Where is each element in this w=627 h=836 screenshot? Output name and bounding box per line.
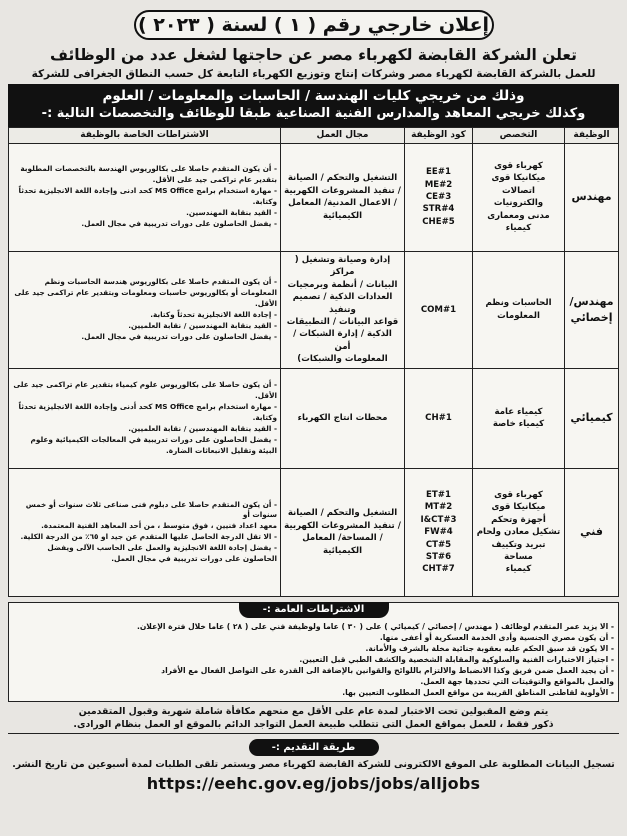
requirements-cell-line: - يفضل الحاصلون على دورات تدريبية في المعالجات الكيميائية وعلوم bbox=[30, 434, 277, 444]
header-code: كود الوظيفة bbox=[405, 127, 473, 143]
job-code-cell-line: STR#4 bbox=[422, 204, 455, 215]
job-code-cell-line: COM#1 bbox=[420, 304, 457, 315]
specialty-cell-line: ميكانيكا قوى bbox=[491, 502, 546, 513]
work-field-cell-line: / تنفيذ المشروعات الكهربية bbox=[284, 185, 401, 196]
job-code-cell-line: EE#1 bbox=[426, 167, 451, 178]
requirements-cell-line: - يفضل الحاصلون على دورات تدريبية في مجال العمل. bbox=[81, 219, 277, 229]
announcement-title: إعلان خارجي رقم ( ١ ) لسنة ( ٢٠٢٣ ) bbox=[134, 10, 494, 40]
apply-title: طريقة التقديم :- bbox=[249, 739, 379, 756]
specialty-cell-line: أجهزة وتحكم bbox=[491, 514, 546, 525]
table-row bbox=[9, 468, 619, 596]
requirements-cell-line: - يفضل الحاصلون على دورات تدريبية في مجال العمل. bbox=[81, 331, 277, 341]
requirements-cell-line: - مهارة استخدام برامج MS Office كحد ادنى وإجادة اللغة الانجليزية تحدثاً وكتابة. bbox=[18, 186, 277, 207]
header-requirements: الاشتراطات الخاصة بالوظيفة bbox=[9, 127, 281, 143]
conditions-title: الاشتراطات العامة :- bbox=[239, 602, 389, 618]
conditions-list bbox=[13, 621, 614, 698]
job-title-cell: مهندس bbox=[565, 143, 619, 251]
specialty-cell bbox=[473, 368, 565, 468]
requirements-cell-line: - مهارة استخدام برامج MS Office كحد أدنى وإجادة اللغة الانجليزية تحدثاً وكتابة. bbox=[18, 401, 277, 422]
requirements-cell-line: البيئة وتقليل الانبعاثات الضارة. bbox=[166, 445, 277, 455]
condition-item: - الا يكون قد سبق الحكم عليه بعقوبة جنائية مخلة بالشرف والأمانة. bbox=[365, 643, 614, 653]
specialty-cell-line: المعلومات bbox=[497, 310, 540, 321]
work-field-cell-line: قواعد البيانات / التطبيقات bbox=[286, 317, 399, 328]
work-field-cell-line: / الاعمال المدنية/ المعامل bbox=[288, 198, 397, 209]
requirements-cell-line: - الا تقل الدرجة الحاصل عليها المتقدم عن جيد او ٦٥٪ من الدرجة الكلية. bbox=[20, 532, 277, 542]
requirements-cell-line: الحاصلون على دورات تدريبية في مجال العمل. bbox=[111, 554, 277, 564]
requirements-cell bbox=[9, 468, 281, 596]
requirements-cell-line: - أن يكون حاصلا على بكالوريوس علوم كيمياء بتقدير عام تراكمى جيد على الأقل. bbox=[13, 380, 277, 400]
requirements-cell-line: - أن يكون المتقدم حاصلا على بكالوريوس الهندسة بالتخصصات المطلوبة bbox=[20, 164, 277, 174]
work-field-cell bbox=[281, 368, 405, 468]
requirements-cell bbox=[9, 251, 281, 368]
header-field: مجال العمل bbox=[281, 127, 405, 143]
work-field-cell-line: التشغيل والتحكم / الصيانة bbox=[287, 173, 398, 184]
work-field-cell-line: / تنفيذ المشروعات الكهربية bbox=[284, 520, 401, 531]
probation-notice bbox=[8, 705, 619, 731]
specialty-cell-line: كهرباء قوى bbox=[494, 489, 543, 500]
specialty-cell-line: مساحة bbox=[504, 552, 533, 563]
job-code-cell-line: MT#2 bbox=[424, 502, 453, 513]
requirements-cell-line: - أن يكون المتقدم حاصلا على دبلوم فنى صناعى ثلاث سنوات أو خمس سنوات أو bbox=[25, 499, 277, 520]
requirements-cell bbox=[9, 368, 281, 468]
requirements-cell-line: المعلومات أو بكالوريوس حاسبات ومعلومات وبتقدير عام تراكمى جيد على bbox=[14, 287, 277, 297]
specialty-cell bbox=[473, 468, 565, 596]
work-field-cell-line: المعلومات والشبكات) bbox=[297, 354, 388, 365]
job-code-cell-line: ST#6 bbox=[425, 552, 452, 563]
specialty-cell-line: مدنى ومعمارى bbox=[487, 210, 550, 221]
general-conditions bbox=[8, 602, 619, 702]
banner-line-2: وكذلك خريجي المعاهد والمدارس الفنية الصناعية طبقا للوظائف والتخصصات التالية :- bbox=[41, 106, 586, 122]
condition-item: - أن يجيد العمل ضمن فريق وكذا الانضباط والالتزام باللوائح والقوانين بالإضافة الى القدرة على التواصل الفعال مع الأفراد bbox=[161, 665, 614, 675]
job-title-cell: مهندس/ إخصائي bbox=[565, 251, 619, 368]
job-title-cell: كيميائي bbox=[565, 368, 619, 468]
condition-item: - اجتياز الاختبارات الفنية والسلوكية والمقابلة الشخصية والكشف الطبي قبل التعيين. bbox=[299, 654, 614, 664]
requirements-cell-line: الأقل. bbox=[255, 298, 277, 308]
specialty-cell-line: كيمياء عامة bbox=[494, 406, 543, 417]
work-field-cell-line: الذكية / إدارة الشبكات / أمن bbox=[293, 329, 392, 352]
work-field-cell-line: التشغيل والتحكم / الصيانة bbox=[287, 508, 398, 519]
table-row bbox=[9, 368, 619, 468]
apply-section bbox=[8, 733, 619, 793]
requirements-cell-line: - إجادة اللغة الانجليزية تحدثاً وكتابة. bbox=[150, 309, 277, 319]
job-title-cell: فني bbox=[565, 468, 619, 596]
table-row bbox=[9, 143, 619, 251]
header-specialty: التخصص bbox=[473, 127, 565, 143]
condition-item: والعمل بالمواقع والتوقيتات التي تحددها جهة العمل. bbox=[420, 676, 614, 686]
job-code-cell-line: CHT#7 bbox=[422, 564, 455, 575]
job-code-cell-line: I&CT#3 bbox=[420, 514, 457, 525]
specialty-cell-line: اتصالات والكترونيات bbox=[493, 185, 544, 209]
work-field-cell bbox=[281, 251, 405, 368]
job-code-cell-line: CT#5 bbox=[425, 539, 452, 550]
work-field-cell-line: البيانات / أنظمة وبرمجيات bbox=[287, 279, 398, 290]
header-job: الوظيفة bbox=[565, 127, 619, 143]
requirements-cell-line: - أن يكون المتقدم حاصلا على بكالوريوس هندسة الحاسبات ونظم bbox=[44, 276, 277, 286]
job-code-cell-line: ME#2 bbox=[424, 179, 453, 190]
subline: للعمل بالشركة القابضة لكهرباء مصر وشركات إنتاج وتوزيع الكهرباء التابعة كل حسب النطاق الجغرافى للشركة bbox=[31, 68, 596, 80]
condition-item: - الا يزيد عمر المتقدم لوظائف ( مهندس / إخصائي / كيميائي ) على ( ٣٠ ) عاما ولوظيفة فني على ( ٢٨ ) عاما خلال فترة الإعلان. bbox=[136, 621, 614, 631]
job-code-cell-line: FW#4 bbox=[424, 527, 453, 538]
specialty-cell-line: كيمياء bbox=[505, 564, 532, 575]
condition-item: - أن يكون مصري الجنسية وأدى الخدمة العسكرية أو أعفى منها. bbox=[379, 632, 614, 642]
jobs-table bbox=[8, 127, 619, 597]
job-code-cell-line: CHE#5 bbox=[422, 216, 455, 227]
work-field-cell bbox=[281, 143, 405, 251]
eligibility-banner bbox=[8, 84, 619, 127]
specialty-cell-line: ميكانيكا قوى bbox=[491, 173, 546, 184]
requirements-cell bbox=[9, 143, 281, 251]
requirements-cell-line: بتقدير عام تراكمى جيد على الأقل. bbox=[152, 175, 277, 185]
apply-url[interactable]: https://eehc.gov.eg/jobs/jobs/alljobs bbox=[146, 773, 481, 793]
work-field-cell-line: العدادات الذكية / تصميم وتنفيذ bbox=[292, 292, 393, 315]
specialty-cell-line: الحاسبات ونظم bbox=[485, 298, 552, 309]
condition-item: - الأولوية لقاطنى المناطق القريبة من مواقع العمل المطلوب التعيين بها. bbox=[342, 687, 614, 697]
specialty-cell-line: كيمياء خاصة bbox=[492, 419, 545, 430]
requirements-cell-line: - القيد بنقابة المهندسين / نقابة العلميين. bbox=[128, 320, 277, 330]
banner-line-1: وذلك من خريجي كليات الهندسة / الحاسبات والمعلومات / العلوم bbox=[102, 88, 525, 104]
apply-text: تسجيل البيانات المطلوبة على الموقع الالكترونى للشركة القابضة لكهرباء مصر ويستمر تلقى الطلبات لمدة أسبوعين من تاريخ النشر. bbox=[12, 758, 615, 770]
requirements-cell-line: معهد اعداد فنيين ، فوق متوسط ، من أحد المعاهد الفنية المعتمدة. bbox=[41, 521, 277, 531]
job-code-cell bbox=[405, 251, 473, 368]
job-code-cell bbox=[405, 468, 473, 596]
specialty-cell-line: تشكيل معادن ولحام bbox=[476, 527, 561, 538]
specialty-cell-line: تبريد وتكييف bbox=[491, 539, 546, 550]
job-code-cell-line: CH#1 bbox=[425, 413, 452, 424]
notice-line-1: يتم وضع المقبولين تحت الاختبار لمدة عام على الأقل مع منحهم مكافأة شاملة شهرية وقبول المتقدمين bbox=[78, 705, 549, 717]
work-field-cell-line: / المساحة/ المعامل الكيميائية bbox=[302, 533, 383, 556]
requirements-cell-line: - القيد بنقابة المهندسين / نقابة العلميين. bbox=[128, 423, 277, 433]
job-code-cell bbox=[405, 368, 473, 468]
table-header-row bbox=[9, 127, 619, 143]
job-code-cell-line: ET#1 bbox=[426, 489, 451, 500]
work-field-cell-line: محطات انتاج الكهرباء bbox=[297, 413, 388, 424]
requirements-cell-line: - يفضل إجادة اللغة الانجليزية والعمل على الحاسب الآلى ويفضل bbox=[47, 543, 277, 553]
headline: تعلن الشركة القابضة لكهرباء مصر عن حاجتها لشغل عدد من الوظائف bbox=[50, 46, 577, 64]
job-code-cell-line: CE#3 bbox=[425, 192, 452, 203]
specialty-cell-line: كيمياء bbox=[505, 223, 532, 234]
work-field-cell-line: الكيميائية bbox=[322, 210, 363, 221]
job-code-cell bbox=[405, 143, 473, 251]
work-field-cell bbox=[281, 468, 405, 596]
work-field-cell-line: إدارة وصيانة وتشغيل ( مراكز bbox=[294, 254, 391, 278]
specialty-cell bbox=[473, 251, 565, 368]
specialty-cell bbox=[473, 143, 565, 251]
specialty-cell-line: كهرباء قوى bbox=[494, 160, 543, 171]
notice-line-2: ذكور فقط ، للعمل بمواقع العمل التى تتطلب طبيعة العمل التواجد الدائم بالموقع او العمل بنظام الورادى. bbox=[73, 718, 554, 730]
table-row bbox=[9, 251, 619, 368]
requirements-cell-line: - القيد بنقابة المهندسين. bbox=[186, 208, 277, 218]
